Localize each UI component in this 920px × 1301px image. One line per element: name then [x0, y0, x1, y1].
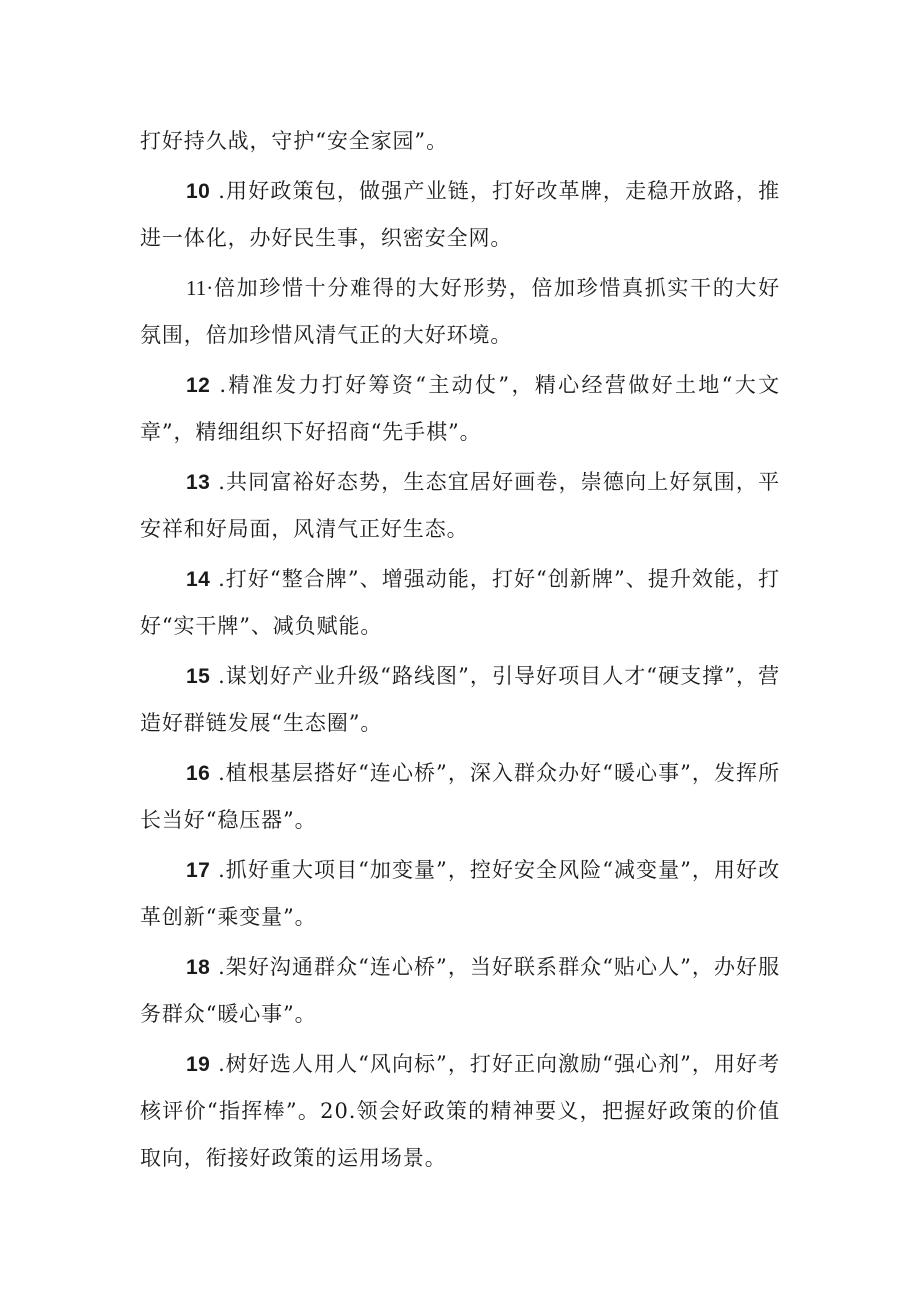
item-number: 10 [186, 180, 211, 203]
item-text: .精准发力打好筹资“主动仗”，精心经营做好土地“大文章”，精细组织下好招商“先手棋”。 [140, 373, 780, 444]
item-number: 19 [186, 1053, 211, 1076]
list-item-12 [140, 362, 780, 456]
item-text: .谋划好产业升级“路线图”，引导好项目人才“硬支撑”，营造好群链发展“生态圈”。 [140, 664, 780, 735]
list-item-16 [140, 750, 780, 844]
item-number: 11· [186, 276, 214, 300]
item-number: 18 [186, 956, 211, 979]
body-text [140, 118, 780, 1182]
list-item-14 [140, 556, 780, 650]
item-text: .树好选人用人“风向标”，打好正向激励“强心剂”，用好考核评价“指挥棒”。20.领会好政策的精神要义，把握好政策的价值取向，衔接好政策的运用场景。 [140, 1052, 780, 1170]
list-item-10 [140, 168, 780, 262]
item-text: 倍加珍惜十分难得的大好形势，倍加珍惜真抓实干的大好氛围，倍加珍惜风清气正的大好环境。 [140, 276, 780, 347]
list-item-18 [140, 944, 780, 1038]
list-item-13 [140, 459, 780, 553]
item-text: .抓好重大项目“加变量”，控好安全风险“减变量”，用好改革创新“乘变量”。 [140, 858, 780, 929]
list-item-17 [140, 847, 780, 941]
item-text: .植根基层搭好“连心桥”，深入群众办好“暖心事”，发挥所长当好“稳压器”。 [140, 761, 780, 832]
item-number: 17 [186, 859, 211, 882]
item-number: 14 [186, 568, 211, 591]
list-item-11 [140, 265, 780, 359]
item-text: .架好沟通群众“连心桥”，当好联系群众“贴心人”，办好服务群众“暖心事”。 [140, 955, 780, 1026]
item-text: .打好“整合牌”、增强动能，打好“创新牌”、提升效能，打好“实干牌”、减负赋能。 [140, 567, 780, 638]
paragraph-text: 打好持久战，守护“安全家园”。 [140, 129, 448, 153]
item-text: .共同富裕好态势，生态宜居好画卷，崇德向上好氛围，平安祥和好局面，风清气正好生态。 [140, 470, 780, 541]
paragraph-continued [140, 118, 780, 165]
list-item-15 [140, 653, 780, 747]
item-number: 13 [186, 471, 211, 494]
item-number: 16 [186, 762, 211, 785]
item-number: 15 [186, 665, 211, 688]
item-number: 12 [186, 374, 211, 397]
list-item-19 [140, 1041, 780, 1182]
item-text: .用好政策包，做强产业链，打好改革牌，走稳开放路，推进一体化，办好民生事，织密安全网。 [140, 179, 780, 250]
